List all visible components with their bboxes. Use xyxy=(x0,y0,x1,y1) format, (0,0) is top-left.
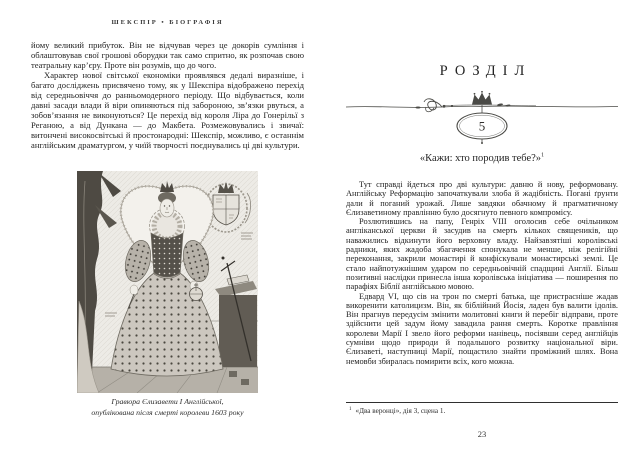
figure-block xyxy=(77,171,258,398)
sword-crown-ornament-icon xyxy=(346,90,618,144)
paragraph: йому великий прибуток. Він не відчував через це докорів сумління і облаштовував свої грошові оборудки так само спритно, як розпочав свою театральну кар’єру. Проте він розумів, що до чого. xyxy=(31,40,304,70)
figure-caption xyxy=(31,397,304,418)
right-page-body-text xyxy=(346,180,618,366)
paragraph: Едвард VI, що сів на трон по смерті батька, ще пристрасніше жадав викоренити католицизм. Він, як біблійний Йосія, ладен був валити ідолів. Він прагнув передусім змінити молитовні книги й перебіг відправи, проте здійснити цей задум йому завадила рання смерть. Коротке правління королеви Марії І звело його реформи нанівець, посіявши серед англійців сумніви щодо природи й подальшого розвитку національної віри. Єлизаветі, наступниці Марії, пощастило знайти проміжний шлях. Вона немовби збиралась помирити всіх, кого можна. xyxy=(346,291,618,366)
page-right xyxy=(346,0,618,459)
footnote-marker: 1 xyxy=(349,406,352,412)
footnote xyxy=(346,402,618,415)
paragraph: Тут справді йдеться про дві культури: давню й нову, реформовану. Англійську Реформацію започаткували злоба й жадібність. Погані ґрунти дали й поганий урожай. Лише завдяки обачному й прагматичному Єлизаветиному правлінню було досягнуто певного компромісу. xyxy=(346,180,618,217)
left-page-body-text xyxy=(31,40,304,150)
running-header: ШЕКСПІР • БІОГРАФІЯ xyxy=(111,19,224,26)
queen-elizabeth-engraving xyxy=(77,171,258,393)
paragraph: Розлютившись на папу, Генріх VIII оголосив себе очільником англіканської церкви й засудив на смерть кількох священиків, що наважились відкинути його верховну владу. Найзавзятіші королівські радники, яких жадоба збагачення спонукала не менше, ніж релігійні переконання, закрили монастирі й конфіскували монастирські землі. Це стало найпотужнішим ударом по середньовічній спадщині Англії. Більш позитивні наслідки принесла інша королівська ініціатива — поширення по парафіях Біблії англійською мовою. xyxy=(346,217,618,292)
chapter-title xyxy=(346,153,618,164)
chapter-ornament xyxy=(346,90,618,144)
footnote-text: «Два веронці», дія 3, сцена 1. xyxy=(355,407,446,415)
chapter-label: РОЗДІЛ xyxy=(439,63,532,79)
chapter-title-text: «Кажи: хто породив тебе?» xyxy=(419,153,542,164)
paragraph: Характер нової світської економіки проявлявся дедалі виразніше, і багато досліджень присвячено тому, як у Шекспіра відображено перехід від середньовіччя до ранньомодерного періоду. Що відбувається, коли давні засади влади й віри опиняються під забороною, зв’язки рвуться, а зобов’язання не виконуються? Це перехід від короля Ліра до Гонерільї з Реганою, а від Дункана — до Макбета. Розмежовувались і звичаї: витончені високосвітські й простонародні: Шекспір, можливо, є останнім англійським драматургом, у чиїй творчості поєднувались ці дві культури. xyxy=(31,70,304,150)
page-left xyxy=(31,0,304,459)
chapter-number: 5 xyxy=(478,118,486,134)
page-number: 23 xyxy=(477,429,487,439)
figure-caption-line1: Гравюра Єлизавети І Англійської, xyxy=(111,397,224,406)
footnote-reference: 1 xyxy=(541,152,545,159)
figure-caption-line2: опублікована після смерті королеви 1603 року xyxy=(91,407,244,417)
rapier-hilt xyxy=(424,99,442,110)
